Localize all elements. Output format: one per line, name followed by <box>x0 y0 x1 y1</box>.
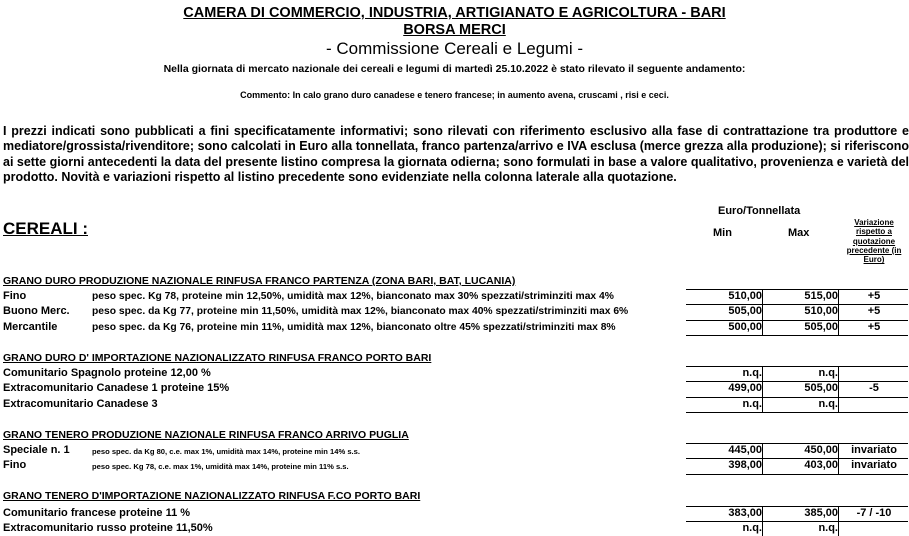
min-price: 383,00 <box>728 507 762 519</box>
row-description: peso spec. da Kg 80, c.e. max 1%, umidità max 14%, proteine min 14% s.s. <box>92 447 360 456</box>
column-divider <box>762 366 763 413</box>
min-price: n.q. <box>742 398 762 410</box>
column-divider <box>838 506 839 536</box>
column-divider <box>838 289 839 336</box>
row-name: Extracomunitario russo proteine 11,50% <box>3 522 213 534</box>
variation-value: invariato <box>851 444 897 456</box>
variation-value: invariato <box>851 459 897 471</box>
variation-value: +5 <box>867 305 881 317</box>
max-price: n.q. <box>818 398 838 410</box>
row-description: peso spec. da Kg 77, proteine min 11,50%, umidità max 12%, bianconato max 40% spezzati/striminziti max 6% <box>92 306 629 317</box>
max-price: n.q. <box>818 367 838 379</box>
row-name: Comunitario francese proteine 11 % <box>3 507 191 519</box>
variation-header: Variazione rispetto a quotazione precedente (in Euro) <box>846 218 902 265</box>
column-divider <box>762 443 763 475</box>
min-price: 510,00 <box>728 290 762 302</box>
min-price: 500,00 <box>728 321 762 333</box>
row-name: Comunitario Spagnolo proteine 12,00 % <box>3 367 211 379</box>
max-price: n.q. <box>818 522 838 534</box>
column-divider <box>838 366 839 413</box>
variation-value: -7 / -10 <box>856 507 892 519</box>
max-price: 505,00 <box>804 382 838 394</box>
variation-value: +5 <box>867 290 881 302</box>
min-price: n.q. <box>742 522 762 534</box>
min-price: 505,00 <box>728 305 762 317</box>
max-price: 515,00 <box>804 290 838 302</box>
column-divider <box>838 443 839 475</box>
section-title: GRANO DURO PRODUZIONE NAZIONALE RINFUSA FRANCO PARTENZA (ZONA BARI, BAT, LUCANIA) <box>3 275 516 287</box>
unit-header: Euro/Tonnellata <box>718 205 801 217</box>
variation-value: +5 <box>867 321 881 333</box>
row-name: Buono Merc. <box>3 305 70 317</box>
row-description: peso spec. da Kg 76, proteine min 11%, umidità max 12%, bianconato oltre 45% spezzati/striminziti max 8% <box>92 322 616 333</box>
intro-paragraph: I prezzi indicati sono pubblicati a fini specificatamente informativi; sono rilevati con riferimento esclusivo alla fase di contrattazione tra produttore e mediatore/grossista/rivenditore; sono calcolati in Euro alla tonnellata, franco partenza/arrivo e IVA esclusa (merce grezza alla produzione); si riferiscono ai sette giorni antecedenti la data del presente listino compresa la giornata odierna; sono formulati in base a valore qualitativo, provenienza e varietà del prodotto. Novità e variazioni rispetto al listino precedente sono evidenziate nella colonna laterale alla quotazione. <box>3 124 909 185</box>
max-price: 385,00 <box>804 507 838 519</box>
row-divider <box>686 335 908 336</box>
row-name: Mercantile <box>3 321 58 333</box>
max-price: 403,00 <box>804 459 838 471</box>
max-price: 450,00 <box>804 444 838 456</box>
section-title: GRANO TENERO PRODUZIONE NAZIONALE RINFUSA FRANCO ARRIVO PUGLIA <box>3 429 409 441</box>
row-description: peso spec. Kg 78, proteine min 12,50%, umidità max 12%, bianconato max 30% spezzati/striminziti max 4% <box>92 291 614 302</box>
min-header: Min <box>713 227 732 239</box>
column-divider <box>762 289 763 336</box>
row-name: Fino <box>3 290 27 302</box>
min-price: 445,00 <box>728 444 762 456</box>
row-name: Fino <box>3 459 27 471</box>
chamber-title: CAMERA DI COMMERCIO, INDUSTRIA, ARTIGIANATO E AGRICOLTURA - BARI <box>183 5 726 21</box>
max-price: 505,00 <box>804 321 838 333</box>
market-day-text: Nella giornata di mercato nazionale dei cereali e legumi di martedì 25.10.2022 è stato rilevato il seguente andamento: <box>163 63 746 75</box>
comment-text: Commento: In calo grano duro canadese e tenero francese; in aumento avena, cruscami , risi e ceci. <box>240 90 669 100</box>
row-name: Extracomunitario Canadese 1 proteine 15% <box>3 382 230 394</box>
cereali-heading: CEREALI : <box>3 219 88 238</box>
max-price: 510,00 <box>804 305 838 317</box>
row-name: Speciale n. 1 <box>3 444 70 456</box>
row-description: peso spec. Kg 78, c.e. max 1%, umidità max 14%, proteine min 11% s.s. <box>92 462 349 471</box>
min-price: n.q. <box>742 367 762 379</box>
row-divider <box>686 474 908 475</box>
row-name: Extracomunitario Canadese 3 <box>3 398 158 410</box>
min-price: 499,00 <box>728 382 762 394</box>
variation-value: -5 <box>869 382 879 394</box>
column-divider <box>762 506 763 536</box>
commission-title: - Commissione Cereali e Legumi - <box>326 39 583 58</box>
min-price: 398,00 <box>728 459 762 471</box>
max-header: Max <box>788 227 810 239</box>
section-title: GRANO DURO D' IMPORTAZIONE NAZIONALIZZATO RINFUSA FRANCO PORTO BARI <box>3 352 432 364</box>
section-title: GRANO TENERO D'IMPORTAZIONE NAZIONALIZZATO RINFUSA F.CO PORTO BARI <box>3 490 421 502</box>
borsa-merci-title: BORSA MERCI <box>403 22 506 38</box>
row-divider <box>686 412 908 413</box>
